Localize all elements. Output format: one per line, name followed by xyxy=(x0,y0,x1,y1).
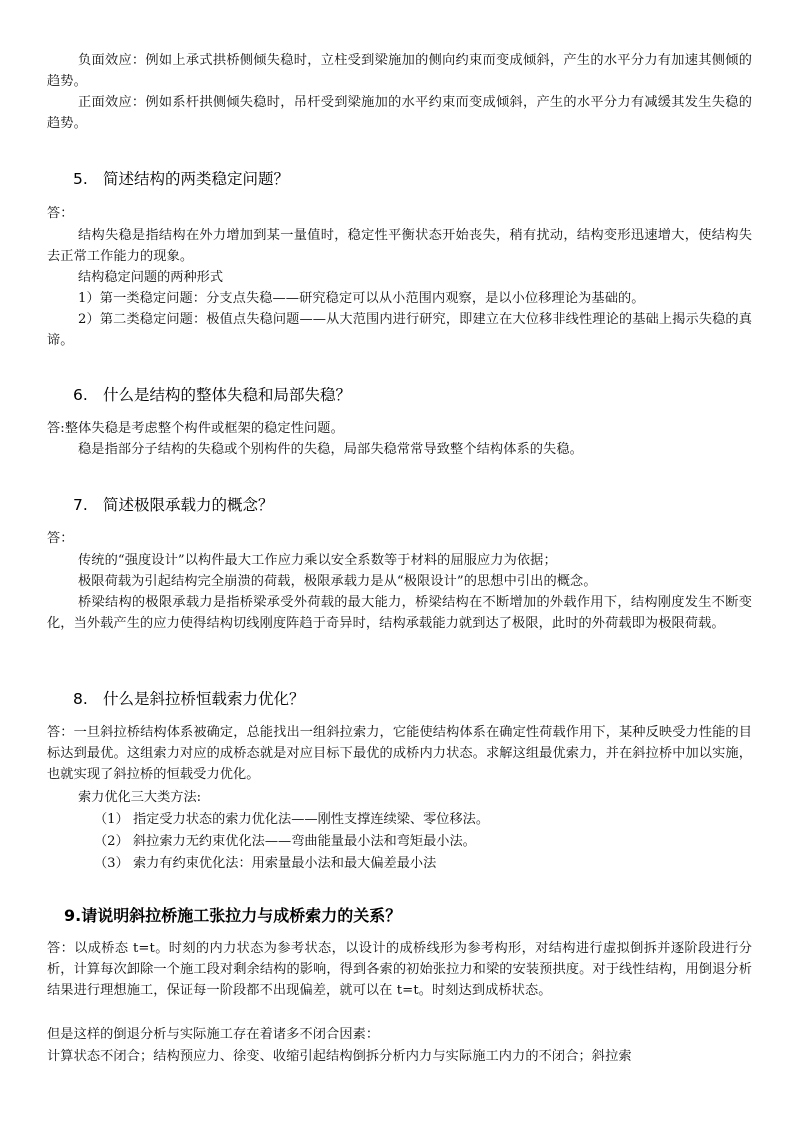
question-7-paragraph-3: 桥梁结构的极限承载力是指桥梁承受外荷载的最大能力，桥梁结构在不断增加的外载作用下，结构刚度发生不断变化，当外载产生的应力使得结构切线刚度阵趋于奇异时，结构承载能力就到达了极限，此时的外荷载即为极限荷载。 xyxy=(47,595,752,631)
question-8-item-3: （3） 索力有约束优化法：用索量最小法和最大偏差最小法 xyxy=(94,856,437,871)
question-7-title: 简述极限承载力的概念？ xyxy=(103,496,274,514)
question-5-item-1: 1）第一类稳定问题：分支点失稳——研究稳定可以从小范围内观察，是以小位移理论为基础的。 xyxy=(78,291,645,306)
intro-negative-effect: 负面效应：例如上承式拱桥侧倾失稳时，立柱受到梁施加的侧向约束而变成倾斜，产生的水平分力有加速其侧倾的趋势。 xyxy=(47,53,752,89)
question-6-heading xyxy=(73,384,351,406)
question-5-item-2: 2）第二类稳定问题：极值点失稳问题——从大范围内进行研究，即建立在大位移非线性理论的基础上揭示失稳的真谛。 xyxy=(47,312,752,348)
question-8-title: 什么是斜拉桥恒载索力优化？ xyxy=(103,690,305,708)
question-5-number: 5. xyxy=(73,170,88,188)
question-7-number: 7. xyxy=(73,496,88,514)
question-9-paragraph-3: 计算状态不闭合；结构预应力、徐变、收缩引起结构倒拆分析内力与实际施工内力的不闭合；斜拉索 xyxy=(47,1049,632,1064)
question-8-paragraph-1: 答：一旦斜拉桥结构体系被确定，总能找出一组斜拉索力，它能使结构体系在确定性荷载作用下，某种反映受力性能的目标达到最优。这组索力对应的成桥态就是对应目标下最优的成桥内力状态。求解这组最优索力，并在斜拉桥中加以实施，也就实现了斜拉桥的恒载受力优化。 xyxy=(47,725,752,782)
question-6-title: 什么是结构的整体失稳和局部失稳？ xyxy=(103,386,352,404)
question-8-number: 8. xyxy=(73,690,88,708)
question-9-paragraph-1: 答：以成桥态 t=t。时刻的内力状态为参考状态，以设计的成桥线形为参考构形，对结构进行虚拟倒拆并逐阶段进行分析，计算每次卸除一个施工段对剩余结构的影响，得到各索的初始张拉力和梁的安装预拱度。对于线性结构，用倒退分析结果进行理想施工，保证每一阶段都不出现偏差，就可以在 t=t。时刻达到成桥状态。 xyxy=(47,941,752,998)
question-8-item-2: （2） 斜拉索力无约束优化法——弯曲能量最小法和弯矩最小法。 xyxy=(94,834,476,849)
question-7-paragraph-2: 极限荷载为引起结构完全崩溃的荷载，极限承载力是从“极限设计”的思想中引出的概念。 xyxy=(78,574,597,589)
question-9-heading: 9.请说明斜拉桥施工张拉力与成桥索力的关系？ xyxy=(64,906,402,925)
question-9-paragraph-2: 但是这样的倒退分析与实际施工存在着诸多不闭合因素： xyxy=(47,1027,380,1042)
question-7-answer-label: 答： xyxy=(47,531,74,546)
question-6-number: 6. xyxy=(73,386,88,404)
question-5-heading xyxy=(73,168,289,190)
intro-positive-effect: 正面效应：例如系杆拱侧倾失稳时，吊杆受到梁施加的水平约束而变成倾斜，产生的水平分力有减缓其发生失稳的趋势。 xyxy=(47,95,752,131)
question-5-paragraph-2: 结构稳定问题的两种形式 xyxy=(78,270,224,285)
question-5-answer-label: 答： xyxy=(47,206,74,221)
question-8-item-1: （1） 指定受力状态的索力优化法——刚性支撑连续梁、零位移法。 xyxy=(94,812,490,827)
question-6-paragraph-1: 答:整体失稳是考虑整个构件或框架的稳定性问题。 xyxy=(47,421,344,436)
question-8-heading xyxy=(73,688,305,710)
question-7-heading xyxy=(73,494,274,516)
question-5-title: 简述结构的两类稳定问题？ xyxy=(103,170,290,188)
question-5-paragraph-1: 结构失稳是指结构在外力增加到某一量值时，稳定性平衡状态开始丧失，稍有扰动，结构变形迅速增大，使结构失去正常工作能力的现象。 xyxy=(47,228,752,264)
question-7-paragraph-1: 传统的“强度设计”以构件最大工作应力乘以安全系数等于材料的屈服应力为依据； xyxy=(78,553,557,568)
question-6-paragraph-2: 稳是指部分子结构的失稳或个别构件的失稳，局部失稳常常导致整个结构体系的失稳。 xyxy=(78,442,583,457)
question-8-paragraph-2: 索力优化三大类方法: xyxy=(78,790,202,805)
